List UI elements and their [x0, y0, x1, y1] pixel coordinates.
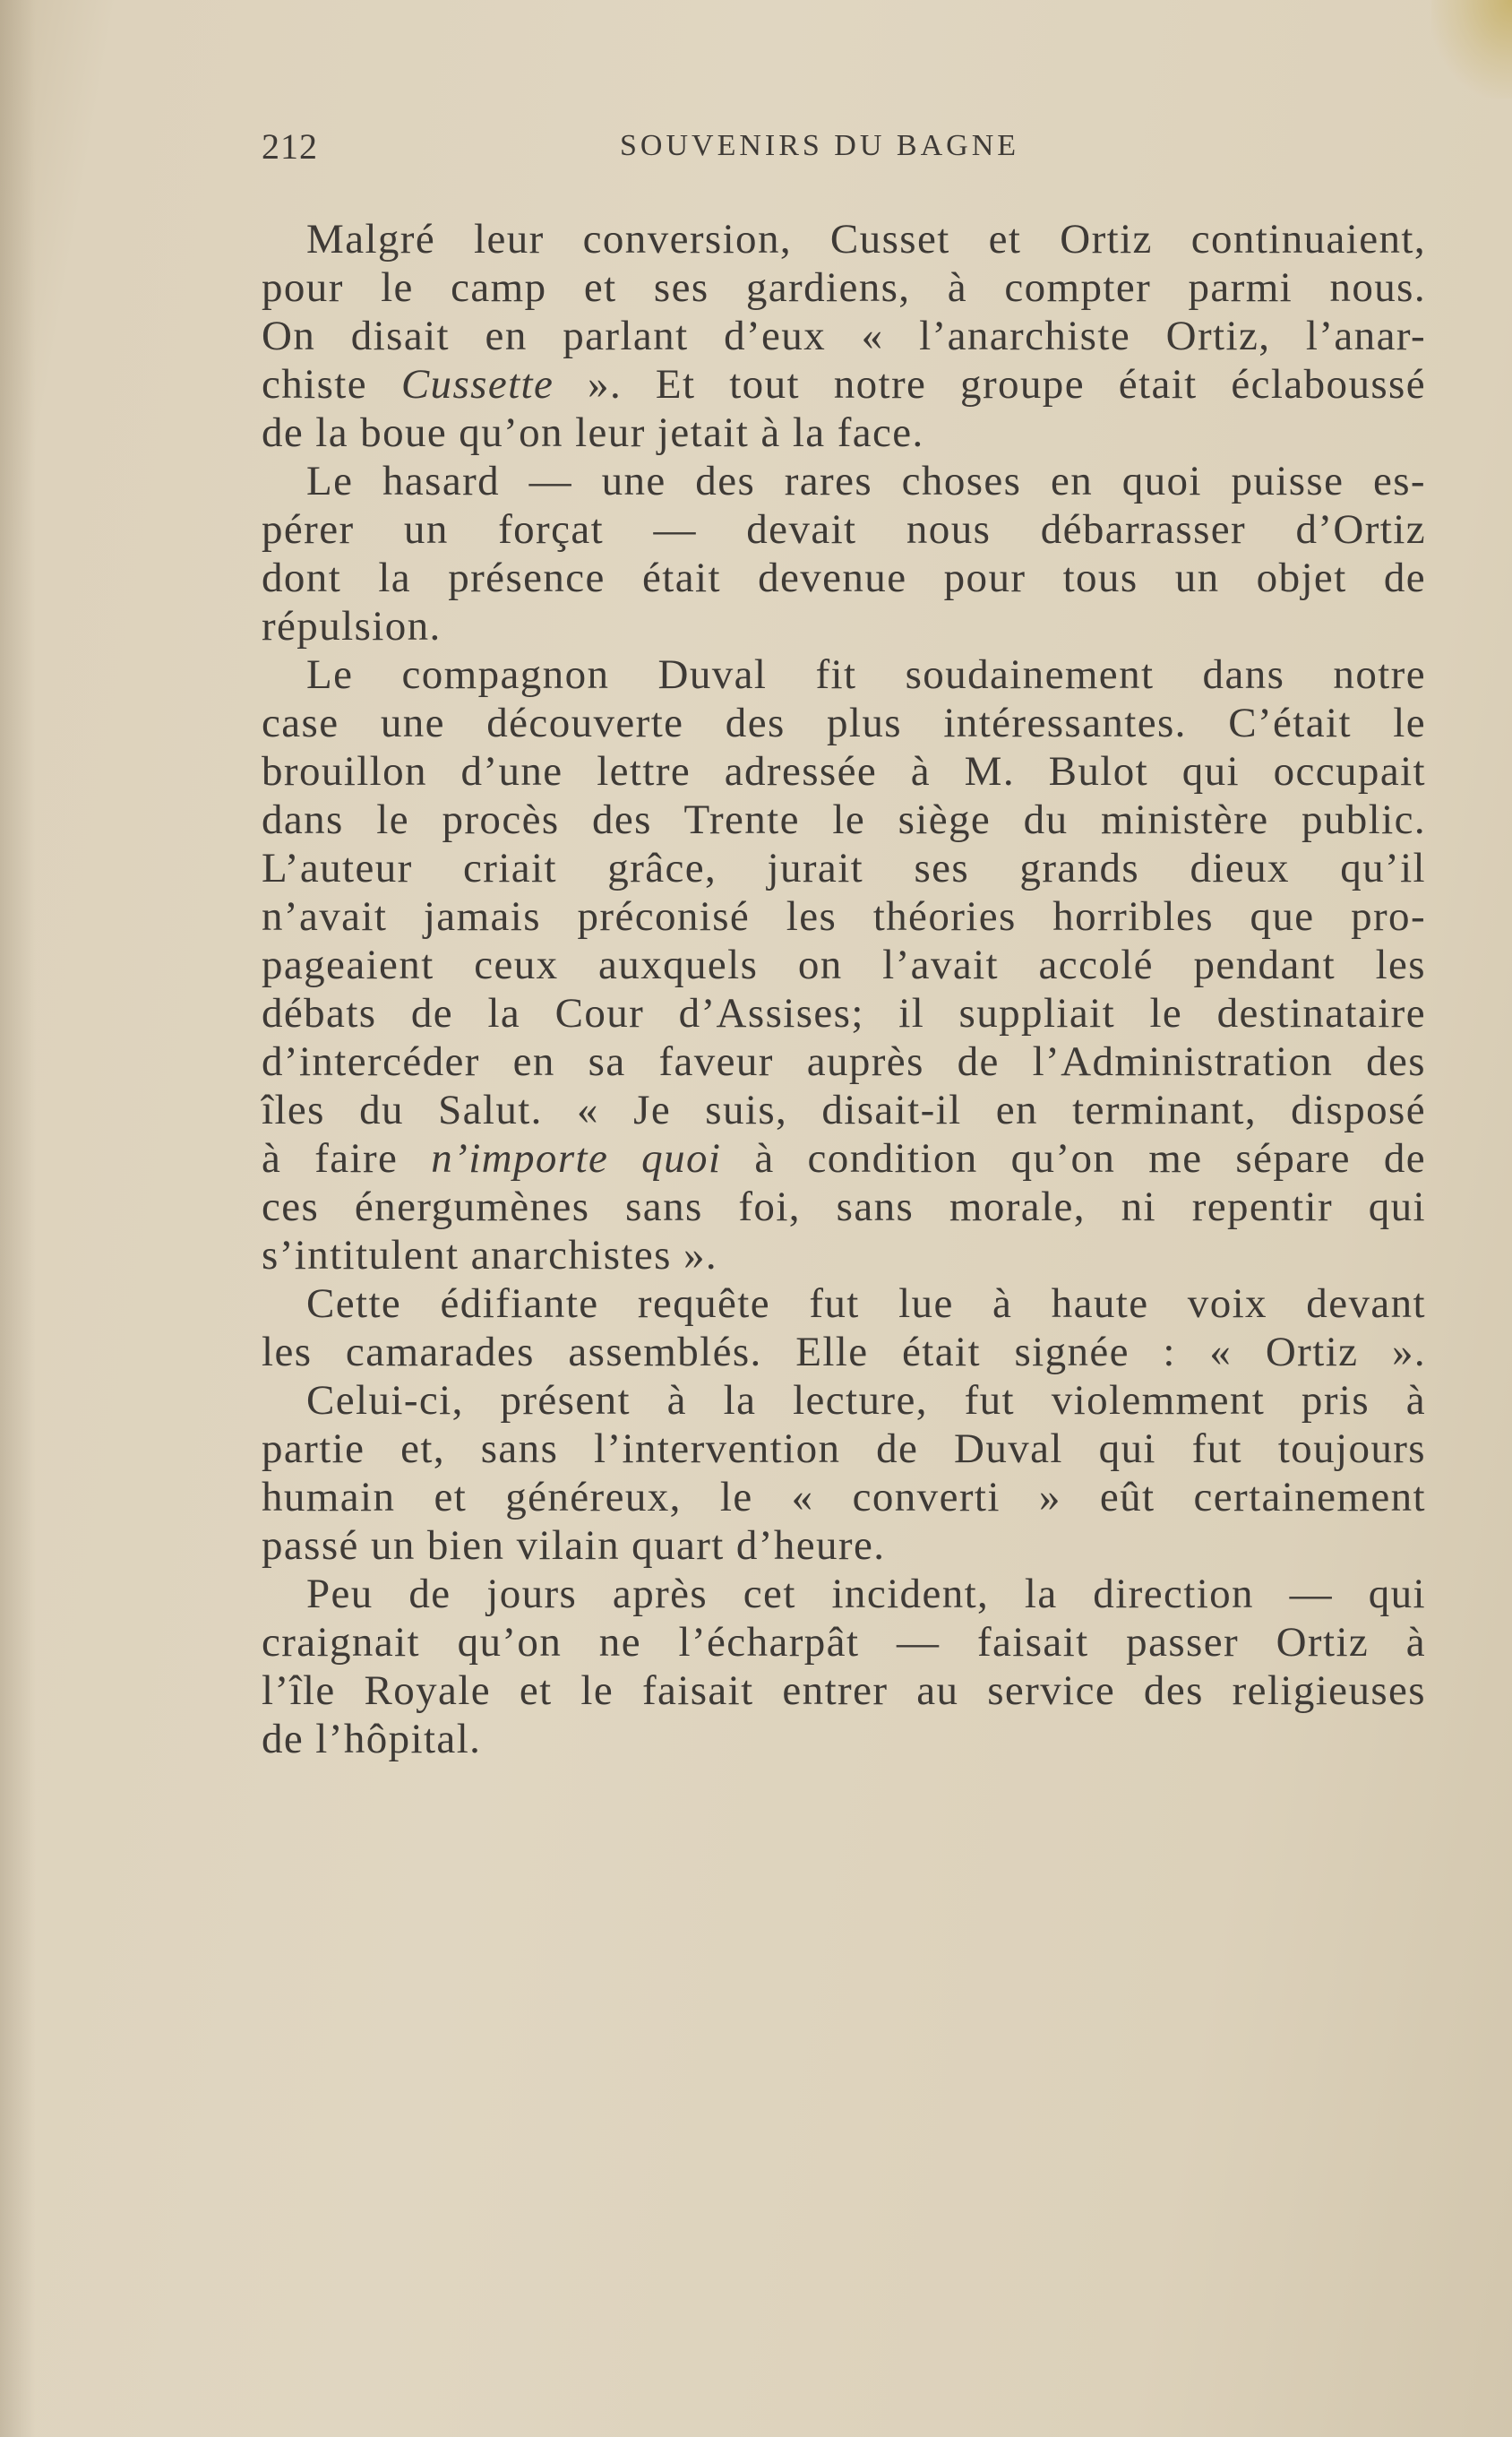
text-line: pour le camp et ses gardiens, à compter parmi nous. — [262, 264, 1426, 311]
text-line: brouillon d’une lettre adressée à M. Bulot qui occupait — [262, 748, 1426, 795]
text-run: ». Et tout notre groupe était éclaboussé — [554, 361, 1426, 408]
text-line — [262, 360, 1426, 409]
text-line: Peu de jours après cet incident, la direction — qui — [306, 1571, 1426, 1617]
text-line: débats de la Cour d’Assises; il suppliait le destinataire — [262, 990, 1426, 1037]
text-line: dont la présence était devenue pour tous un objet de — [262, 555, 1426, 601]
text-line: craignait qu’on ne l’écharpât — faisait passer Ortiz à — [262, 1619, 1426, 1666]
text-line: partie et, sans l’intervention de Duval qui fut toujours — [262, 1425, 1426, 1472]
text-run: à faire — [262, 1135, 432, 1182]
text-line: de la boue qu’on leur jetait à la face. — [262, 409, 924, 456]
text-line: On disait en parlant d’eux « l’anarchiste Ortiz, l’anar- — [262, 313, 1426, 359]
text-line: les camarades assemblés. Elle était signée : « Ortiz ». — [262, 1329, 1426, 1375]
text-line: case une découverte des plus intéressantes. C’était le — [262, 700, 1426, 746]
text-line: humain et généreux, le « converti » eût certainement — [262, 1474, 1426, 1520]
italic-text: n’importe quoi — [431, 1135, 722, 1182]
text-line: passé un bien vilain quart d’heure. — [262, 1522, 886, 1569]
text-line: îles du Salut. « Je suis, disait-il en terminant, disposé — [262, 1087, 1426, 1133]
text-line: s’intitulent anarchistes ». — [262, 1232, 717, 1279]
text-line: Le hasard — une des rares choses en quoi puisse es- — [306, 458, 1426, 504]
text-line: répulsion. — [262, 603, 442, 650]
text-line: n’avait jamais préconisé les théories horribles que pro- — [262, 893, 1426, 940]
text-line: Cette édifiante requête fut lue à haute voix devant — [306, 1280, 1426, 1327]
text-run: à condition qu’on me sépare de — [721, 1135, 1426, 1182]
text-line: ces énergumènes sans foi, sans morale, ni repentir qui — [262, 1184, 1426, 1230]
text-line: pérer un forçat — devait nous débarrasser d’Ortiz — [262, 506, 1426, 553]
body-text — [262, 215, 1426, 1763]
binding-shadow — [0, 0, 36, 2437]
text-line: l’île Royale et le faisait entrer au service des religieuses — [262, 1667, 1426, 1714]
text-line: d’intercéder en sa faveur auprès de l’Administration des — [262, 1038, 1426, 1085]
running-title: SOUVENIRS DU BAGNE — [620, 129, 1020, 162]
running-head — [262, 125, 1426, 179]
text-line: L’auteur criait grâce, jurait ses grands dieux qu’il — [262, 845, 1426, 891]
page-number: 212 — [262, 126, 318, 167]
italic-text: Cussette — [400, 361, 554, 408]
text-line: Celui-ci, présent à la lecture, fut violemment pris à — [306, 1377, 1426, 1424]
text-line: dans le procès des Trente le siège du ministère public. — [262, 797, 1426, 843]
text-line: de l’hôpital. — [262, 1716, 482, 1762]
text-line: Le compagnon Duval fit soudainement dans notre — [306, 651, 1426, 698]
text-line — [262, 1134, 1426, 1183]
page-stain — [1431, 0, 1512, 99]
text-line: pageaient ceux auxquels on l’avait accolé pendant les — [262, 942, 1426, 988]
text-line: Malgré leur conversion, Cusset et Ortiz continuaient, — [306, 216, 1426, 263]
text-run: chiste — [262, 361, 401, 408]
